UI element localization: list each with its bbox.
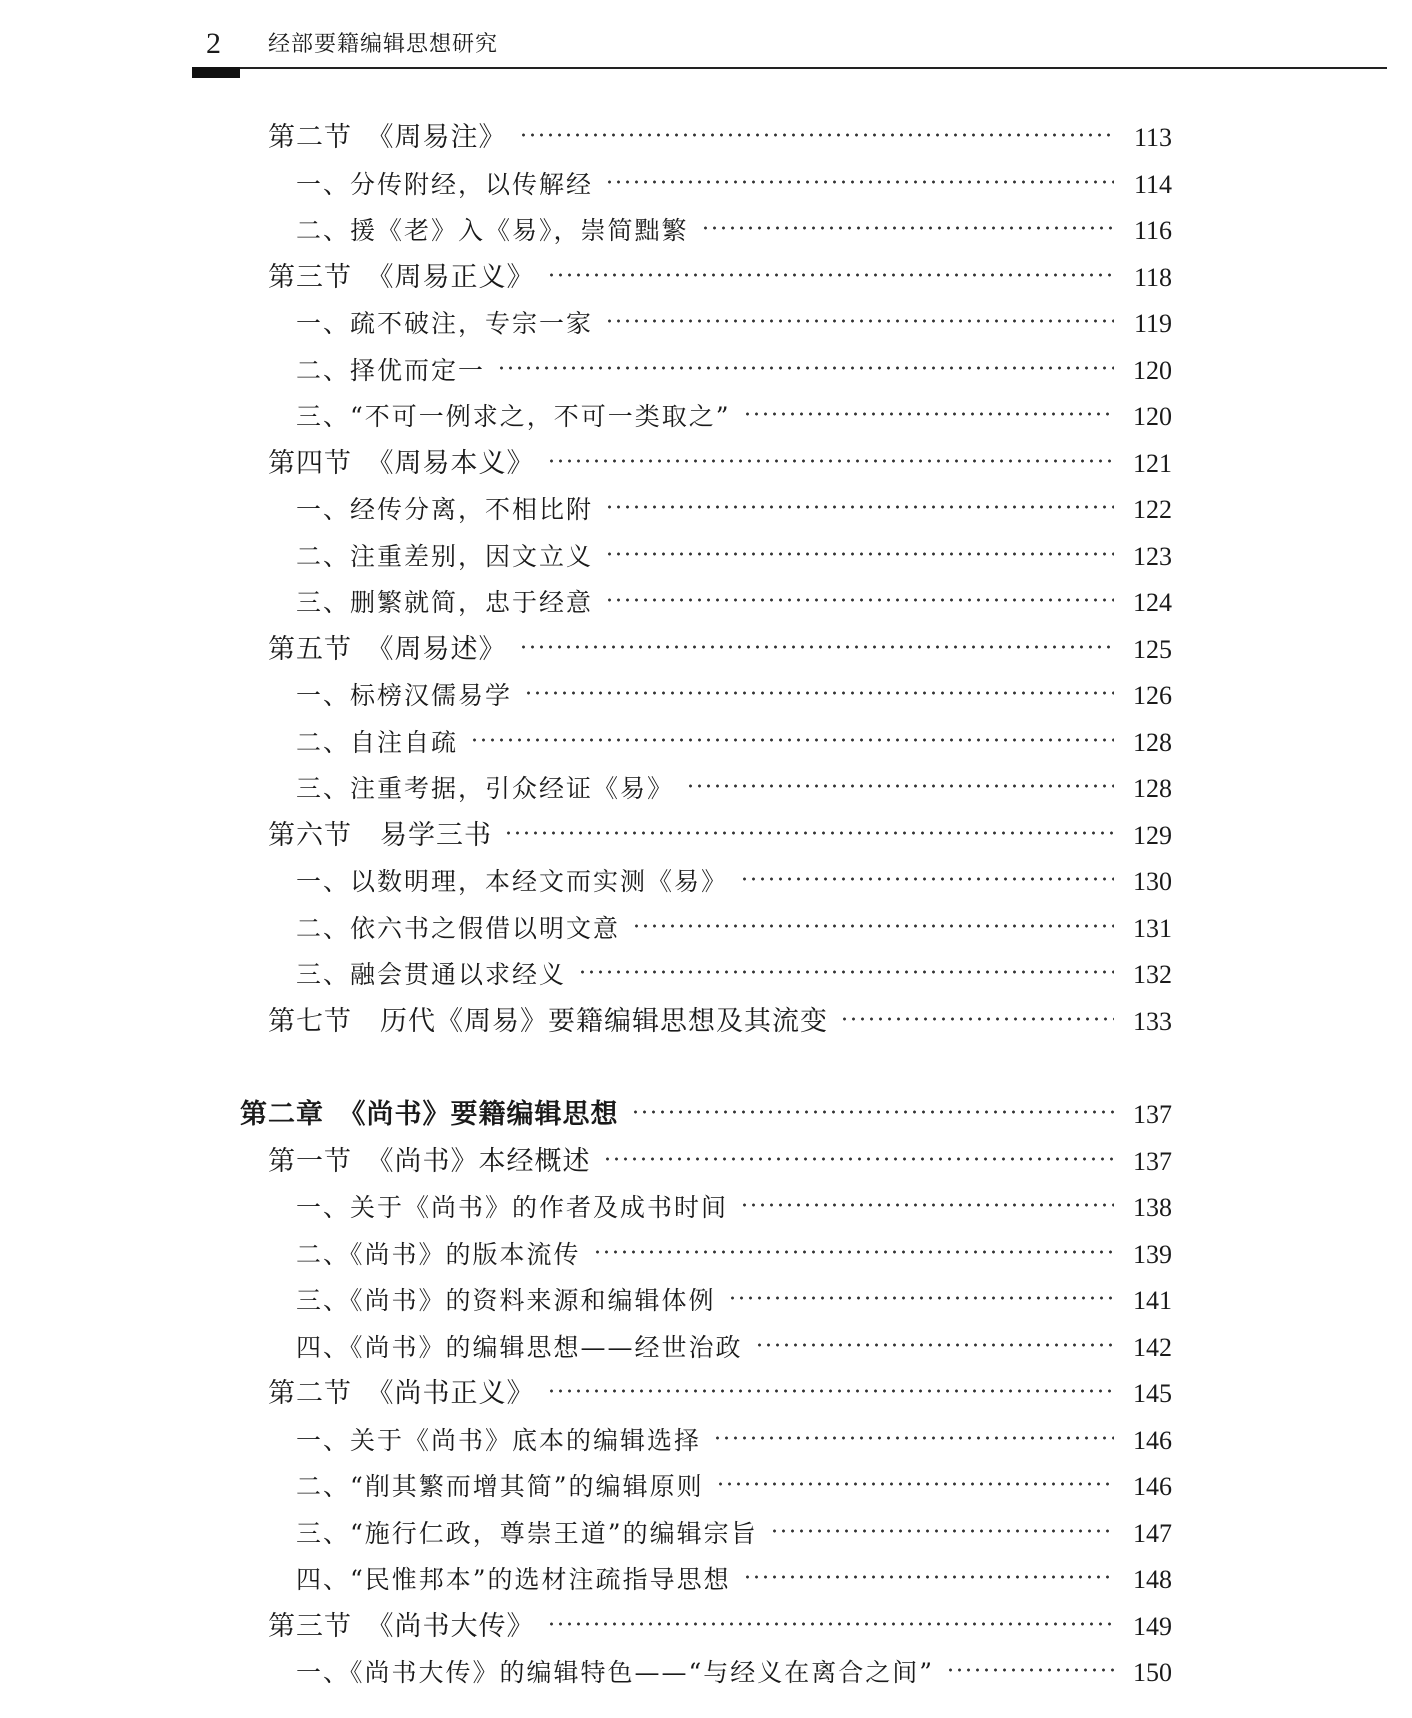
- toc-entry-page: 139: [1133, 1239, 1172, 1269]
- toc-entry-page: 132: [1133, 960, 1172, 989]
- toc-entry-label: 二、注重差别，因文立义: [296, 541, 594, 571]
- toc-entry-page: 114: [1133, 169, 1172, 199]
- dot-leader: [631, 1083, 1115, 1123]
- toc-entry-label: 第三节 《尚书大传》: [268, 1610, 535, 1642]
- dot-leader: [504, 804, 1114, 844]
- toc-entry-item[interactable]: [296, 897, 1172, 943]
- toc-entry-item[interactable]: [296, 525, 1172, 571]
- dot-leader: [743, 1548, 1114, 1588]
- toc-entry-item[interactable]: [296, 1316, 1172, 1362]
- toc-entry-page: 146: [1133, 1472, 1172, 1501]
- toc-entry-page: 126: [1133, 681, 1172, 710]
- toc-entry-item[interactable]: [296, 850, 1172, 896]
- dot-leader: [578, 943, 1114, 983]
- toc-entry-item[interactable]: [296, 339, 1172, 385]
- toc-entry-page: 120: [1133, 355, 1172, 385]
- header-rule: [192, 67, 1387, 69]
- toc-entry-section[interactable]: [268, 1595, 1172, 1642]
- dot-leader: [840, 990, 1114, 1030]
- toc-entry-page: 146: [1133, 1425, 1172, 1455]
- toc-entry-item[interactable]: [296, 1641, 1172, 1687]
- toc-entry-page: 148: [1133, 1565, 1172, 1594]
- toc-entry-label: 四、《尚书》的编辑思想——经世治政: [296, 1332, 743, 1362]
- dot-leader: [605, 478, 1114, 518]
- toc-entry-page: 128: [1133, 774, 1172, 803]
- dot-leader: [519, 106, 1115, 146]
- toc-entry-item[interactable]: [296, 292, 1172, 338]
- toc-entry-page: 142: [1133, 1332, 1172, 1362]
- toc-entry-label: 第二节 《周易注》: [268, 122, 507, 153]
- toc-entry-page: 147: [1133, 1518, 1172, 1548]
- toc-entry-page: 150: [1133, 1658, 1172, 1687]
- toc-entry-page: 137: [1133, 1146, 1172, 1176]
- toc-entry-item[interactable]: [296, 1455, 1172, 1501]
- toc-entry-label: 一、标榜汉儒易学: [296, 681, 513, 710]
- toc-entry-item[interactable]: [296, 199, 1172, 245]
- dot-leader: [605, 571, 1114, 611]
- dot-leader: [686, 757, 1114, 797]
- toc-entry-label: 一、以数明理，本经文而实测《易》: [296, 867, 729, 896]
- dot-leader: [605, 153, 1114, 193]
- toc-entry-page: 122: [1133, 495, 1172, 524]
- dot-leader: [593, 1223, 1114, 1263]
- toc-entry-page: 130: [1133, 867, 1172, 896]
- toc-entry-label: 第二节 《尚书正义》: [268, 1378, 535, 1409]
- toc-entry-page: 137: [1133, 1100, 1172, 1129]
- toc-entry-item[interactable]: [296, 1409, 1172, 1455]
- toc-entry-label: 四、“民惟邦本”的选材注疏指导思想: [296, 1565, 731, 1594]
- toc-entry-page: 133: [1133, 1006, 1172, 1036]
- toc-entry-section[interactable]: [268, 106, 1172, 153]
- toc-entry-item[interactable]: [296, 1269, 1172, 1315]
- dot-leader: [605, 525, 1114, 565]
- toc-entry-page: 121: [1133, 448, 1172, 478]
- toc-entry-item[interactable]: [296, 385, 1172, 431]
- toc-entry-section[interactable]: [268, 1130, 1172, 1177]
- toc-entry-label: 二、《尚书》的版本流传: [296, 1239, 581, 1269]
- toc-entry-item[interactable]: [296, 943, 1172, 989]
- toc-entry-label: 第五节 《周易述》: [268, 633, 507, 665]
- dot-leader: [716, 1455, 1114, 1495]
- toc-entry-label: 第二章 《尚书》要籍编辑思想: [240, 1099, 619, 1130]
- page-header: [0, 0, 1412, 90]
- toc-entry-section[interactable]: [268, 246, 1172, 293]
- toc-entry-page: 120: [1133, 402, 1172, 431]
- toc-entry-item[interactable]: [296, 1176, 1172, 1222]
- toc-entry-page: 145: [1133, 1379, 1172, 1408]
- dot-leader: [632, 897, 1114, 937]
- toc-entry-label: 三、“施行仁政，尊崇王道”的编辑宗旨: [296, 1518, 758, 1548]
- dot-leader: [497, 339, 1114, 379]
- toc-entry-item[interactable]: [296, 1223, 1172, 1269]
- dot-leader: [547, 1362, 1115, 1402]
- toc-entry-item[interactable]: [296, 478, 1172, 524]
- dot-leader: [946, 1641, 1114, 1681]
- toc-entry-section[interactable]: [268, 432, 1172, 479]
- toc-entry-page: 149: [1133, 1611, 1172, 1641]
- toc-entry-item[interactable]: [296, 711, 1172, 757]
- toc-entry-label: 二、援《老》入《易》，崇简黜繁: [296, 216, 689, 245]
- toc-entry-label: 三、融会贯通以求经义: [296, 960, 567, 989]
- toc-entry-page: 116: [1133, 216, 1172, 245]
- toc-entry-label: 二、依六书之假借以明文意: [296, 913, 621, 943]
- toc-entry-label: 一、经传分离，不相比附: [296, 495, 594, 524]
- toc-entry-label: 第七节 历代《周易》要籍编辑思想及其流变: [268, 1005, 828, 1037]
- toc-entry-page: 113: [1133, 123, 1172, 152]
- toc-entry-label: 三、“不可一例求之，不可一类取之”: [296, 402, 731, 431]
- toc-entry-label: 三、注重考据，引众经证《易》: [296, 774, 675, 803]
- toc-entry-label: 三、《尚书》的资料来源和编辑体例: [296, 1286, 716, 1315]
- toc-entry-page: 125: [1133, 634, 1172, 664]
- toc-entry-label: 二、自注自疏: [296, 727, 459, 757]
- toc-entry-page: 119: [1133, 309, 1172, 338]
- toc-entry-label: 一、《尚书大传》的编辑特色——“与经义在离合之间”: [296, 1658, 935, 1687]
- toc-entry-label: 一、关于《尚书》底本的编辑选择: [296, 1425, 702, 1455]
- toc-entry-item[interactable]: [296, 757, 1172, 803]
- dot-leader: [755, 1316, 1114, 1356]
- toc-entry-label: 一、疏不破注，专宗一家: [296, 309, 594, 338]
- dot-leader: [713, 1409, 1114, 1449]
- dot-leader: [547, 246, 1115, 286]
- toc-entry-label: 二、“削其繁而增其简”的编辑原则: [296, 1472, 704, 1501]
- toc-entry-page: 128: [1133, 727, 1172, 757]
- dot-leader: [547, 432, 1115, 472]
- toc-entry-item[interactable]: [296, 1502, 1172, 1548]
- toc-entry-page: 118: [1133, 262, 1172, 292]
- dot-leader: [743, 385, 1114, 425]
- toc-entry-label: 第一节 《尚书》本经概述: [268, 1145, 591, 1177]
- header-rule-accent: [192, 67, 240, 78]
- dot-leader: [547, 1595, 1115, 1635]
- dot-leader: [470, 711, 1114, 751]
- toc-entry-section[interactable]: [268, 1362, 1172, 1409]
- dot-leader: [519, 618, 1115, 658]
- dot-leader: [740, 850, 1114, 890]
- toc-entry-section[interactable]: [268, 804, 1172, 851]
- toc-entry-label: 第三节 《周易正义》: [268, 261, 535, 293]
- toc-entry-item[interactable]: [296, 664, 1172, 710]
- dot-leader: [605, 292, 1114, 332]
- dot-leader: [701, 199, 1114, 239]
- toc-entry-label: 三、删繁就简，忠于经意: [296, 588, 594, 617]
- toc-entry-label: 一、关于《尚书》的作者及成书时间: [296, 1193, 729, 1222]
- toc-entry-chapter[interactable]: [240, 1083, 1172, 1130]
- toc-entry-page: 123: [1133, 541, 1172, 571]
- toc-entry-section[interactable]: [268, 990, 1172, 1037]
- running-title: 经部要籍编辑思想研究: [268, 32, 499, 57]
- dot-leader: [524, 664, 1114, 704]
- page-number: 2: [206, 27, 221, 60]
- toc-entry-page: 131: [1133, 913, 1172, 943]
- toc-entry-section[interactable]: [268, 618, 1172, 665]
- dot-leader: [740, 1176, 1114, 1216]
- dot-leader: [770, 1502, 1114, 1542]
- toc-entry-item[interactable]: [296, 153, 1172, 199]
- toc-entry-page: 129: [1133, 820, 1172, 850]
- toc-entry-label: 第四节 《周易本义》: [268, 447, 535, 479]
- toc-entry-label: 二、择优而定一: [296, 355, 486, 385]
- toc-entry-label: 一、分传附经，以传解经: [296, 169, 594, 199]
- toc-entry-item[interactable]: [296, 1548, 1172, 1594]
- toc-entry-page: 141: [1133, 1286, 1172, 1315]
- toc-entry-item[interactable]: [296, 571, 1172, 617]
- dot-leader: [728, 1269, 1114, 1309]
- dot-leader: [603, 1130, 1115, 1170]
- toc-entry-label: 第六节 易学三书: [268, 819, 492, 851]
- toc-entry-page: 138: [1133, 1193, 1172, 1222]
- toc-entry-page: 124: [1133, 588, 1172, 617]
